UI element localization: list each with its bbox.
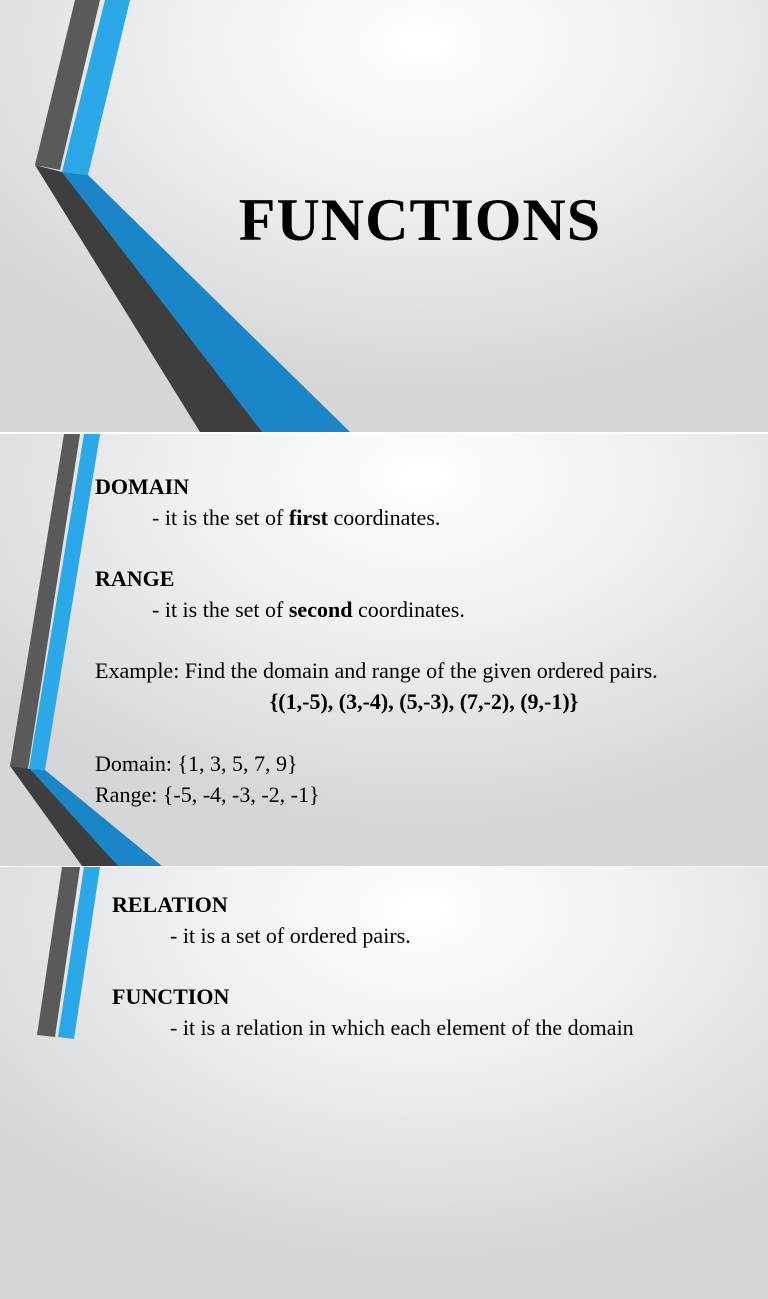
domain-range-slide — [0, 434, 768, 866]
example-text: Example: Find the domain and range of the given ordered pairs. — [95, 658, 658, 683]
ordered-pairs: {(1,-5), (3,-4), (5,-3), (7,-2), (9,-1)} — [269, 689, 579, 714]
relation-heading: RELATION — [112, 892, 228, 917]
relation-function-slide — [0, 867, 768, 1299]
slide-title: FUNCTIONS — [238, 187, 602, 253]
domain-heading: DOMAIN — [95, 474, 190, 499]
relation-definition: - it is a set of ordered pairs. — [170, 923, 411, 948]
dark-wedge — [10, 766, 118, 866]
range-definition: - it is the set of second coordinates. — [152, 597, 465, 622]
range-answer: Range: {-5, -4, -3, -2, -1} — [95, 782, 320, 807]
domain-definition: - it is the set of first coordinates. — [152, 505, 441, 530]
function-heading: FUNCTION — [112, 984, 230, 1009]
title-slide — [0, 0, 768, 432]
range-heading: RANGE — [95, 566, 175, 591]
domain-answer: Domain: {1, 3, 5, 7, 9} — [95, 751, 298, 776]
function-definition: - it is a relation in which each element of the domain — [170, 1015, 634, 1040]
